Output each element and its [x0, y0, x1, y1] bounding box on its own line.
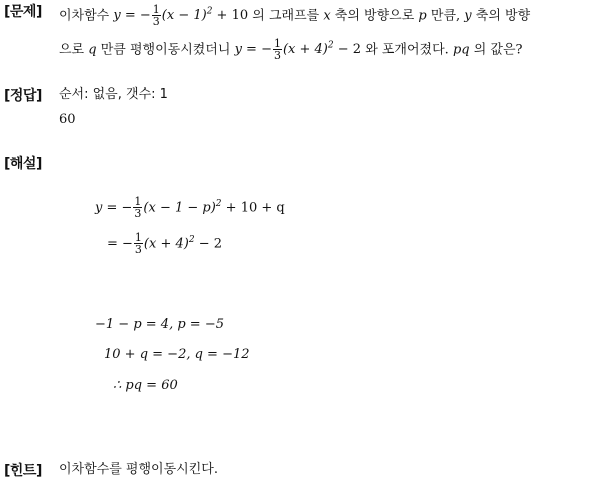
solution-equation-1: y = − $\frac{1}{3}$ $(x - 1 - p)^2 + 10 + q$ — [95, 195, 285, 221]
hint-text: 이차함수를 평행이동시킨다. — [59, 462, 218, 477]
answer-value: 60 — [59, 112, 76, 127]
problem-line-2: 으로 q 만큼 평행이동시켰더니 y = − $\frac{1}{3}$ $(x + 4)^2 - 2$ 와 포개어졌다. pq 의 값은? — [59, 37, 523, 63]
problem-line-1: 이차함수 y = − $\frac{1}{3}$ $(x - 1)^2 + 10$ 의 그래프를 x 축의 방향으로 p 만큼, y 축의 방향 — [59, 3, 531, 29]
solution-equation-4: 10 + q = −2, q = −12 — [104, 347, 250, 362]
hint-label: [힌트] — [4, 463, 42, 479]
problem-label: [문제] — [4, 4, 42, 20]
problem-equation: y = − $\frac{1}{3}$ $(x - 1)^2 + 10$ — [113, 3, 249, 29]
answer-label: [정답] — [4, 88, 42, 104]
answer-meta: 순서: 없음, 갯수: 1 — [59, 87, 168, 102]
problem-equation-2: y = − $\frac{1}{3}$ $(x + 4)^2 - 2$ — [234, 37, 362, 63]
problem-text: 이차함수 — [59, 8, 110, 24]
solution-label: [해설] — [4, 156, 42, 172]
solution-equation-5: ∴ pq = 60 — [113, 378, 178, 393]
solution-equation-3: −1 − p = 4, p = −5 — [95, 317, 224, 332]
solution-equation-2: = − $\frac{1}{3}$ $(x + 4)^2 - 2$ — [107, 231, 222, 257]
